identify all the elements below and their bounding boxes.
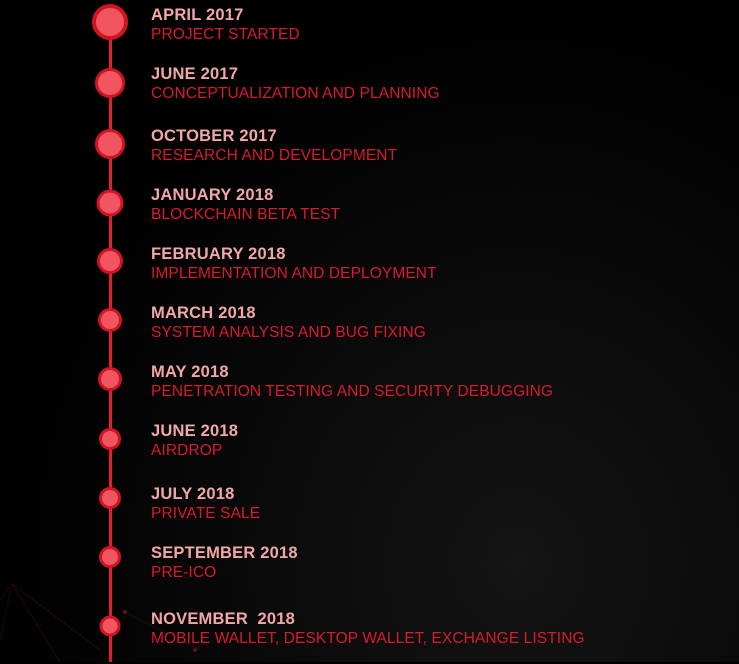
milestone-date: SEPTEMBER 2018	[151, 544, 298, 562]
milestone-item	[0, 416, 739, 476]
milestone-dot-icon	[99, 487, 121, 509]
milestone-date: OCTOBER 2017	[151, 127, 277, 145]
milestone-date: JUNE 2017	[151, 65, 239, 83]
milestone-dot-icon	[95, 129, 125, 159]
milestone-label: BLOCKCHAIN BETA TEST	[151, 206, 341, 223]
milestone-label: PENETRATION TESTING AND SECURITY DEBUGGING	[151, 383, 554, 400]
milestone-date: MARCH 2018	[151, 304, 256, 322]
milestone-label: RESEARCH AND DEVELOPMENT	[151, 147, 398, 164]
milestone-dot-icon	[92, 4, 128, 40]
milestone-label: PRIVATE SALE	[151, 505, 261, 522]
milestone-item	[0, 298, 739, 358]
milestone-date: JULY 2018	[151, 485, 235, 503]
milestone-date: MAY 2018	[151, 363, 229, 381]
milestone-label: MOBILE WALLET, DESKTOP WALLET, EXCHANGE LISTING	[151, 630, 585, 647]
milestone-item	[0, 59, 739, 119]
milestone-item	[0, 180, 739, 240]
milestone-item	[0, 604, 739, 664]
milestone-dot-icon	[98, 308, 122, 332]
milestone-label: PROJECT STARTED	[151, 26, 300, 43]
milestone-label: AIRDROP	[151, 442, 223, 459]
milestone-date: JANUARY 2018	[151, 186, 274, 204]
milestone-item	[0, 479, 739, 539]
milestone-item	[0, 538, 739, 598]
milestone-dot-icon	[98, 367, 122, 391]
milestone-date: FEBRUARY 2018	[151, 245, 286, 263]
milestone-dot-icon	[97, 190, 124, 217]
milestone-item	[0, 239, 739, 299]
milestone-date: NOVEMBER 2018	[151, 610, 296, 628]
milestone-item	[0, 0, 739, 60]
milestone-dot-icon	[99, 546, 121, 568]
milestone-dot-icon	[97, 248, 123, 274]
milestone-date: JUNE 2018	[151, 422, 239, 440]
milestone-dot-icon	[100, 616, 121, 637]
milestone-label: IMPLEMENTATION AND DEPLOYMENT	[151, 265, 437, 282]
milestone-dot-icon	[99, 428, 121, 450]
milestone-date: APRIL 2017	[151, 6, 244, 24]
milestone-item	[0, 357, 739, 417]
milestone-label: PRE-ICO	[151, 564, 217, 581]
milestone-label: SYSTEM ANALYSIS AND BUG FIXING	[151, 324, 426, 341]
milestone-item	[0, 121, 739, 181]
milestone-label: CONCEPTUALIZATION AND PLANNING	[151, 85, 440, 102]
milestone-dot-icon	[95, 68, 125, 98]
